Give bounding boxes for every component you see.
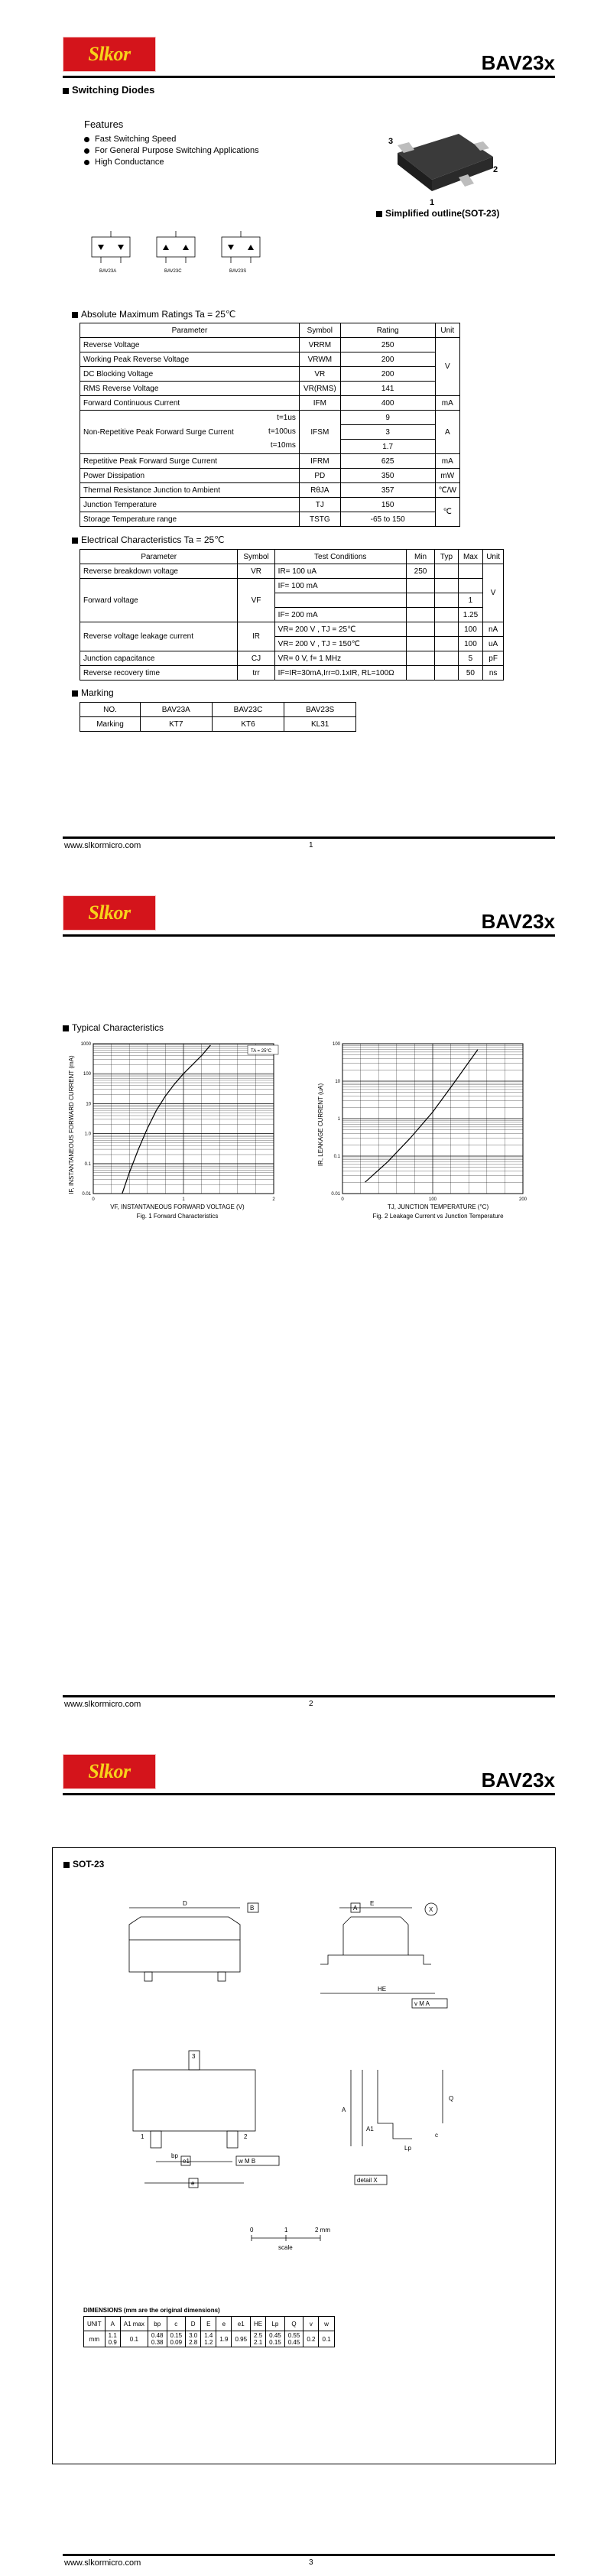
header-rule — [63, 1793, 555, 1795]
table-row: Reverse voltage leakage current IR VR= 200 V , TJ = 25℃ 100 nA — [80, 622, 504, 637]
part-title: BAV23x — [481, 910, 555, 933]
section-title: Switching Diodes — [63, 84, 154, 96]
page-2 — [0, 859, 607, 1717]
fig1-xtick-label: 1 — [182, 1197, 185, 1202]
page-number: 2 — [309, 1700, 313, 1708]
pin-label-1: 1 — [430, 198, 435, 207]
detail-marker-X: X — [429, 1906, 433, 1913]
part-title: BAV23x — [481, 1769, 555, 1792]
datum-B: B — [250, 1905, 255, 1912]
sot23-package-image — [367, 115, 520, 214]
features-title: Features — [84, 119, 124, 130]
datum-A: A — [353, 1905, 358, 1912]
fig2-ylabel: IR, LEAKAGE CURRENT (uA) — [317, 1083, 324, 1167]
fig1-chart — [63, 1041, 292, 1224]
page-number: 1 — [309, 841, 313, 849]
pin-3-label: 3 — [192, 2053, 196, 2060]
fig1-ytick-label: 0.01 — [82, 1192, 91, 1197]
package-title: SOT-23 — [63, 1859, 104, 1869]
scale-tick-0: 0 — [250, 2227, 254, 2233]
table-header-row: UNIT A A1 max bp c D E e e1 HE Lp Q v w — [84, 2317, 335, 2331]
marking-title: Marking — [72, 687, 114, 698]
fig2-xlabel: TJ, JUNCTION TEMPERATURE (°C) — [387, 1204, 489, 1210]
fig2-ytick-label: 0.01 — [331, 1192, 340, 1197]
feature-item: High Conductance — [84, 158, 259, 167]
elec-title: Electrical Characteristics Ta = 25℃ — [72, 534, 225, 545]
table-row: Power Dissipation PD 350 mW — [80, 469, 460, 483]
fig1-xtick-label: 0 — [92, 1197, 95, 1202]
outline-caption: Simplified outline(SOT-23) — [376, 208, 499, 219]
table-row: Non-Repetitive Peak Forward Surge Current t=1us t=100us t=10ms IFSM 9 A — [80, 411, 460, 425]
fig1-xtick-label: 2 — [272, 1197, 275, 1202]
pin-label-3: 3 — [388, 137, 394, 146]
fig2-ytick-label: 10 — [335, 1080, 340, 1084]
table-row: Reverse recovery time trr IF=IR=30mA,Irr=0.1xIR, RL=100Ω 50 ns — [80, 666, 504, 681]
footer-url[interactable]: www.slkormicro.com — [64, 841, 141, 850]
page-1 — [0, 0, 607, 859]
elec-table — [80, 549, 504, 681]
table-row: 1.7 — [80, 440, 460, 454]
fig1-ylabel: IF, INSTANTANEOUS FORWARD CURRENT (mA) — [68, 1055, 75, 1194]
table-row: Forward Continuous Current IFM 400 mA — [80, 396, 460, 411]
fig2-caption: Fig. 2 Leakage Current vs Junction Temperature — [372, 1213, 504, 1220]
fig1-legend — [248, 1045, 278, 1054]
scale-tick-1: 1 — [284, 2227, 288, 2233]
abs-max-title: Absolute Maximum Ratings Ta = 25℃ — [72, 309, 235, 320]
table-row: 1 — [80, 593, 504, 608]
dim-table-title: DIMENSIONS (mm are the original dimensions) — [83, 2307, 220, 2314]
fig2-xtick-label: 200 — [518, 1197, 527, 1202]
feature-item: Fast Switching Speed — [84, 135, 259, 144]
fig2-ytick-label: 1 — [337, 1117, 340, 1122]
fig1-ytick-label: 1000 — [80, 1042, 91, 1047]
fig2-ytick-label: 100 — [332, 1042, 340, 1047]
table-row: DC Blocking Voltage VR 200 — [80, 367, 460, 382]
table-row: Junction Temperature TJ 150 ℃ — [80, 498, 460, 512]
fig1-ytick-label: 10 — [86, 1102, 91, 1107]
dim-label-A: A — [342, 2107, 346, 2113]
fig2-series-line — [365, 1050, 479, 1183]
variant-label: BAV23C — [164, 269, 182, 274]
fig1-ytick-label: 0.1 — [84, 1161, 91, 1167]
scale-caption: scale — [278, 2244, 293, 2251]
pin-label-2: 2 — [493, 165, 498, 174]
typical-title: Typical Characteristics — [63, 1022, 164, 1033]
fig2-ytick-label: 0.1 — [333, 1155, 340, 1159]
dim-label-Lp: Lp — [404, 2145, 411, 2152]
table-header-row: Parameter Symbol Rating Unit — [80, 323, 460, 338]
table-row: Forward voltage VF IF= 100 mA — [80, 579, 504, 593]
table-row: Junction capacitance CJ VR= 0 V, f= 1 MHz 5 pF — [80, 651, 504, 666]
dim-label-c: c — [435, 2132, 438, 2139]
feature-item: For General Purpose Switching Applications — [84, 146, 259, 155]
abs-max-table — [80, 323, 460, 527]
dim-label-E: E — [370, 1900, 375, 1907]
svg-text:TA = 25°C: TA = 25°C — [251, 1049, 272, 1054]
fig2-chart — [312, 1041, 541, 1224]
marking-table — [80, 702, 356, 732]
footer-url[interactable]: www.slkormicro.com — [64, 1700, 141, 1709]
dimensions-table — [83, 2316, 335, 2347]
tolerance-wMB: w M B — [239, 2158, 256, 2165]
footer-rule — [63, 1695, 555, 1697]
pin-1-label: 1 — [141, 2133, 144, 2140]
table-row: mm 1.1 0.9 0.1 0.48 0.38 0.15 0.09 3.0 2.8 1.4 1.2 1.9 0.95 2.5 2.1 0.45 0.15 0.55 0.45 0.2 0.1 — [84, 2331, 335, 2347]
fig1-ytick-label: 100 — [83, 1072, 91, 1077]
table-header-row: Parameter Symbol Test Conditions Min Typ Max Unit — [80, 550, 504, 564]
dim-label-bp: bp — [171, 2152, 178, 2159]
table-row: VR= 200 V , TJ = 150℃ 100 uA — [80, 637, 504, 651]
header-rule — [63, 934, 555, 937]
table-row: RMS Reverse Voltage VR(RMS) 141 — [80, 382, 460, 396]
table-row: Reverse Voltage VRRM 250 V — [80, 338, 460, 352]
footer-rule — [63, 836, 555, 839]
variant-label: BAV23A — [99, 269, 117, 274]
table-row: Reverse breakdown voltage VR IR= 100 uA 250 V — [80, 564, 504, 579]
package-drawing — [99, 1894, 527, 2251]
brand-logo: Slkor — [63, 1754, 156, 1789]
part-title: BAV23x — [481, 51, 555, 74]
circuit-symbols — [86, 229, 269, 275]
table-row: Repetitive Peak Forward Surge Current IFRM 625 mA — [80, 454, 460, 469]
dim-label-Q: Q — [449, 2095, 454, 2102]
table-row: Storage Temperature range TSTG -65 to 150 — [80, 512, 460, 527]
fig1-caption: Fig. 1 Forward Characteristics — [136, 1213, 219, 1220]
tolerance-vMA: v M A — [414, 2000, 430, 2007]
dim-label-A1: A1 — [366, 2126, 374, 2133]
page-number: 3 — [309, 2558, 313, 2567]
table-row: Marking KT7 KT6 KL31 — [80, 717, 356, 732]
features-block — [84, 119, 259, 169]
footer-rule — [63, 2554, 555, 2556]
fig1-ytick-label: 1.0 — [84, 1132, 91, 1137]
fig2-xtick-label: 100 — [428, 1197, 437, 1202]
brand-logo: Slkor — [63, 895, 156, 931]
table-row: IF= 200 mA 1.25 — [80, 608, 504, 622]
outline-drawing-frame — [52, 1847, 556, 2464]
footer-url[interactable]: www.slkormicro.com — [64, 2558, 141, 2568]
fig1-xlabel: VF, INSTANTANEOUS FORWARD VOLTAGE (V) — [110, 1204, 245, 1210]
table-header-row: NO. BAV23A BAV23C BAV23S — [80, 703, 356, 717]
dim-label-D: D — [183, 1900, 187, 1907]
fig2-xtick-label: 0 — [341, 1197, 344, 1202]
variant-label: BAV23S — [229, 269, 247, 274]
pin-2-label: 2 — [244, 2133, 248, 2140]
page-3 — [0, 1717, 607, 2576]
dim-label-HE: HE — [378, 1986, 387, 1993]
header-rule — [63, 76, 555, 78]
dim-label-e: e — [191, 2180, 195, 2187]
scale-tick-2: 2 mm — [315, 2227, 330, 2233]
table-row: 3 — [80, 425, 460, 440]
table-row: Working Peak Reverse Voltage VRWM 200 — [80, 352, 460, 367]
table-row: Thermal Resistance Junction to Ambient RθJA 357 ℃/W — [80, 483, 460, 498]
detail-x-caption: detail X — [357, 2177, 378, 2184]
dim-label-e1: e1 — [183, 2158, 190, 2165]
brand-logo: Slkor — [63, 37, 156, 72]
